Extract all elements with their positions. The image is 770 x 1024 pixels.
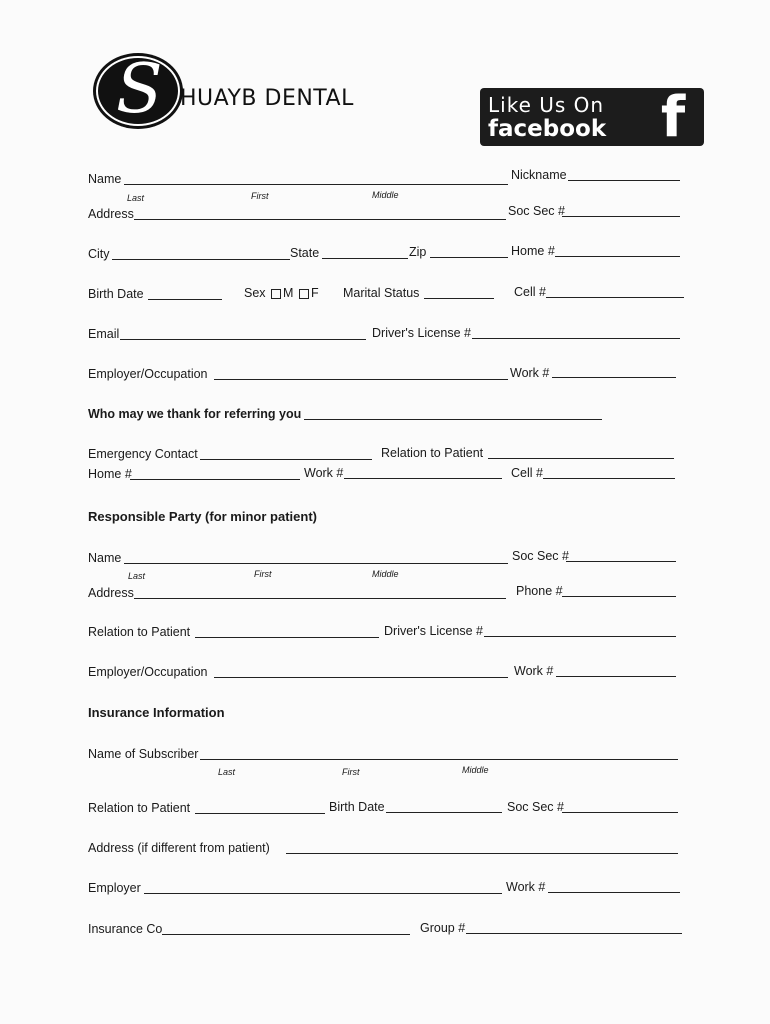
ins-hint-last: Last — [218, 767, 236, 777]
label-group: Group # — [420, 921, 466, 935]
rp-hint-middle: Middle — [372, 569, 399, 579]
ins-employer-field[interactable] — [144, 893, 502, 894]
rp-hint-first: First — [254, 569, 272, 579]
label-soc-sec: Soc Sec # — [508, 204, 565, 218]
state-field[interactable] — [322, 258, 408, 259]
label-ins-birth-date: Birth Date — [329, 800, 385, 814]
ins-relation-field[interactable] — [195, 813, 325, 814]
label-state: State — [290, 246, 320, 260]
label-m: M — [283, 286, 294, 300]
label-relation-to-patient: Relation to Patient — [381, 446, 484, 460]
label-f: F — [310, 286, 319, 300]
drivers-license-field[interactable] — [472, 338, 680, 339]
label-city: City — [88, 247, 110, 261]
work-phone-field[interactable] — [552, 377, 676, 378]
city-field[interactable] — [112, 259, 290, 260]
rp-name-field[interactable] — [124, 563, 508, 564]
label-rp-employer: Employer/Occupation — [88, 665, 208, 679]
nickname-field[interactable] — [568, 180, 680, 181]
label-rp-drivers-license: Driver's License # — [384, 624, 483, 638]
soc-sec-field[interactable] — [562, 216, 680, 217]
label-rp-work: Work # — [514, 664, 554, 678]
label-marital-status: Marital Status — [343, 286, 420, 300]
heading-insurance: Insurance Information — [88, 705, 225, 720]
label-drivers-license: Driver's License # — [372, 326, 471, 340]
label-sex: Sex — [244, 286, 266, 300]
practice-logo — [96, 50, 386, 130]
hint-last: Last — [127, 193, 145, 203]
label-name: Name — [88, 172, 122, 186]
rp-address-field[interactable] — [134, 598, 506, 599]
sex-group — [244, 286, 319, 300]
emergency-cell-field[interactable] — [543, 478, 675, 479]
ins-hint-middle: Middle — [462, 765, 489, 775]
label-ins-relation: Relation to Patient — [88, 801, 191, 815]
rp-phone-field[interactable] — [562, 596, 676, 597]
zip-field[interactable] — [430, 257, 508, 258]
label-rp-relation: Relation to Patient — [88, 625, 191, 639]
heading-responsible-party: Responsible Party (for minor patient) — [88, 509, 317, 524]
label-rp-name: Name — [88, 551, 122, 565]
facebook-banner[interactable] — [480, 85, 704, 150]
sex-m-checkbox[interactable] — [271, 289, 281, 299]
address-different-field[interactable] — [286, 853, 678, 854]
label-address-different: Address (if different from patient) — [88, 841, 270, 855]
label-zip: Zip — [409, 245, 427, 259]
rp-soc-sec-field[interactable] — [566, 561, 676, 562]
label-address: Address — [88, 207, 134, 221]
label-subscriber: Name of Subscriber — [88, 747, 199, 761]
facebook-like-text: Like Us On — [488, 93, 605, 117]
emergency-work-field[interactable] — [344, 478, 502, 479]
label-email: Email — [88, 327, 120, 341]
label-rp-soc-sec: Soc Sec # — [512, 549, 569, 563]
birth-date-field[interactable] — [148, 299, 222, 300]
rp-drivers-license-field[interactable] — [484, 636, 676, 637]
label-birth-date: Birth Date — [88, 287, 144, 301]
label-nickname: Nickname — [511, 168, 567, 182]
label-ins-employer: Employer — [88, 881, 141, 895]
hint-middle: Middle — [372, 190, 399, 200]
hint-first: First — [251, 191, 269, 201]
label-cell: Cell # — [514, 285, 546, 299]
label-rp-phone: Phone # — [516, 584, 563, 598]
address-field[interactable] — [134, 219, 506, 220]
referral-field[interactable] — [304, 419, 602, 420]
label-emergency-home: Home # — [88, 467, 132, 481]
label-home: Home # — [511, 244, 555, 258]
ins-hint-first: First — [342, 767, 360, 777]
subscriber-field[interactable] — [200, 759, 678, 760]
cell-field[interactable] — [546, 297, 684, 298]
label-employer-occupation: Employer/Occupation — [88, 367, 208, 381]
label-referral: Who may we thank for referring you — [88, 407, 302, 421]
emergency-relation-field[interactable] — [488, 458, 674, 459]
label-work: Work # — [510, 366, 550, 380]
label-insurance-co: Insurance Co — [88, 922, 163, 936]
facebook-icon: f — [652, 90, 694, 144]
ins-birth-date-field[interactable] — [386, 812, 502, 813]
label-rp-address: Address — [88, 586, 134, 600]
logo-letter: S — [116, 50, 163, 129]
rp-work-field[interactable] — [556, 676, 676, 677]
ins-work-field[interactable] — [548, 892, 680, 893]
emergency-home-field[interactable] — [130, 479, 300, 480]
label-ins-work: Work # — [506, 880, 546, 894]
home-phone-field[interactable] — [555, 256, 680, 257]
rp-employer-field[interactable] — [214, 677, 508, 678]
rp-relation-field[interactable] — [195, 637, 379, 638]
email-field[interactable] — [120, 339, 366, 340]
logo-circle — [96, 50, 180, 129]
label-ins-soc-sec: Soc Sec # — [507, 800, 564, 814]
sex-f-checkbox[interactable] — [299, 289, 309, 299]
label-emergency-contact: Emergency Contact — [88, 447, 198, 461]
facebook-wordmark: facebook — [488, 116, 607, 142]
group-field[interactable] — [466, 933, 682, 934]
emergency-contact-field[interactable] — [200, 459, 372, 460]
marital-status-field[interactable] — [424, 298, 494, 299]
insurance-co-field[interactable] — [162, 934, 410, 935]
name-field[interactable] — [124, 184, 508, 185]
label-emergency-cell: Cell # — [511, 466, 543, 480]
rp-hint-last: Last — [128, 571, 146, 581]
label-emergency-work: Work # — [304, 466, 344, 480]
employer-occupation-field[interactable] — [214, 379, 508, 380]
ins-soc-sec-field[interactable] — [562, 812, 678, 813]
practice-name: HUAYB DENTAL — [180, 86, 354, 111]
